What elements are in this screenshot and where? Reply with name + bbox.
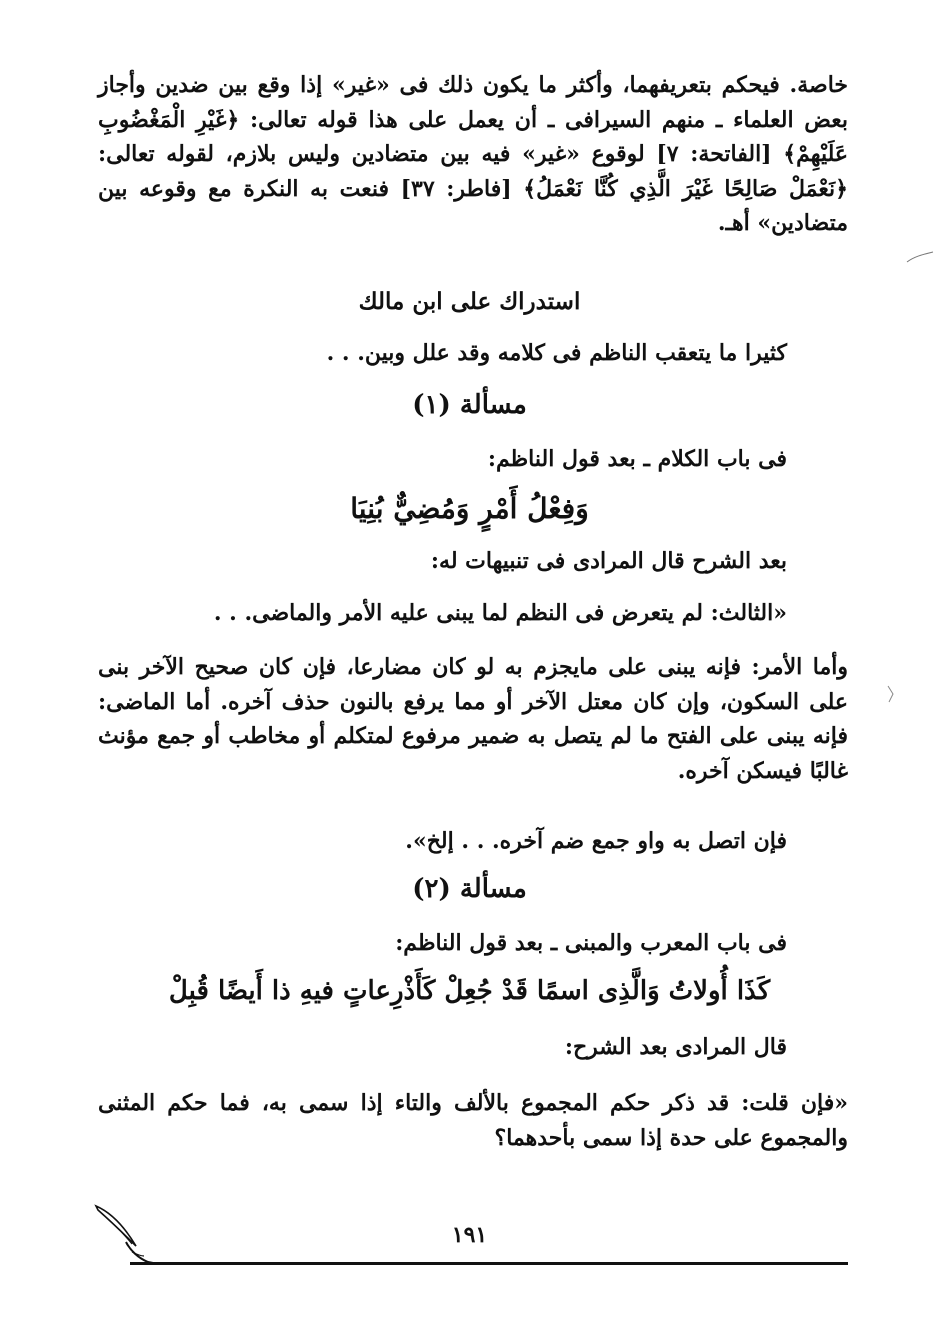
issue-2-heading: مسألة (٢) [412, 874, 527, 904]
question-paragraph: «فإن قلت: قد ذكر حكم المجموع بالألف والتاء إذا سمى به، فما حكم المثنى والمجموع على حدة إذا سمى بأحدهما؟ [98, 1090, 848, 1151]
margin-mark [884, 684, 898, 704]
quote-ending: فإن اتصل به واو جمع ضم آخره. . . إلخ». [405, 828, 787, 854]
quote-body: وأما الأمر: فإنه يبنى على مايجزم به لو كان مضارعا، فإن كان صحيح الآخر بنى على السكون، وإن كان معتل الآخر أو مما يرفع بالنون حذف آخره. أما الماضى: فإنه يبنى على الفتح ما لم يتصل به ضمير مرفوع لمتكلم أو مخاطب أو جمع مؤنث غالبًا فيسكن آخره. [98, 654, 848, 784]
verse-1: وَفِعْلُ أَمْرٍ وَمُضِيٌّ بُنِيَا [350, 492, 589, 525]
issue-2-context: فى باب المعرب والمبنى ـ بعد قول الناظم: [395, 930, 787, 956]
second-commentary-intro: قال المرادى بعد الشرح: [564, 1034, 787, 1060]
quill-pen-icon [92, 1200, 162, 1270]
margin-mark [905, 248, 935, 268]
footer-rule [130, 1262, 848, 1265]
commentary-intro: بعد الشرح قال المرادى فى تنبيهات له: [430, 548, 787, 574]
issue-1-context: فى باب الكلام ـ بعد قول الناظم: [487, 446, 787, 472]
opening-paragraph: خاصة. فيحكم بتعريفهما، وأكثر ما يكون ذلك فى «غير» إذا وقع بين ضدين وأجاز بعض العلماء ـ منهم السيرافى ـ أن يعمل على هذا قوله تعالى: ﴿غَيْرِ الْمَغْضُوبِ عَلَيْهِمْ﴾ [الفاتحة: ٧] لوقوع «غير» فيه بين متضادين وليس بلازم، لقوله تعالى: ﴿نَعْمَلْ صَالِحًا غَيْرَ الَّذِي كُنَّا نَعْمَلُ﴾ [فاطر: ٣٧] فنعت به النكرة مع وقوعه بين متضادين» أهـ. [98, 72, 849, 236]
section-title: استدراك على ابن مالك [358, 288, 581, 315]
issue-1-heading: مسألة (١) [412, 390, 527, 420]
intro-line: كثيرا ما يتعقب الناظم فى كلامه وقد علل وبين. . . [326, 340, 787, 366]
quote-opening: «الثالث: لم يتعرض فى النظم لما يبنى عليه الأمر والماضى. . . [213, 600, 787, 626]
verse-2: كَذَا أُولاتُ وَالَّذِى اسمًا قَدْ جُعِلْ كَأَذْرِعاتٍ فيهِ ذا أَيضًا قُبِلْ [168, 976, 771, 1006]
page-number: ١٩١ [451, 1222, 488, 1248]
